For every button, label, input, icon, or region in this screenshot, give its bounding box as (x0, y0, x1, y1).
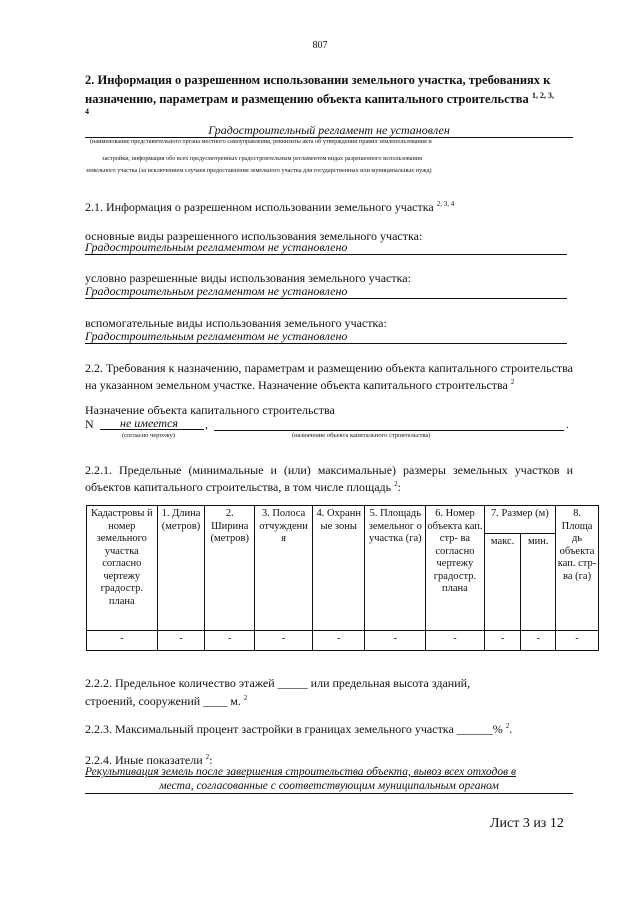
s22-text: 2.2. Требования к назначению, параметрам и размещению объекта капитального строительства на указанном земельном участке. Назначение объекта капитального строительства $^2$ (85, 361, 573, 392)
s222-line-1: 2.2.2. Предельное количество этажей _____ или предельная высота зданий, (85, 676, 471, 690)
table-cell: - (312, 631, 365, 651)
table-header: 7. Размер (м) (484, 506, 555, 534)
s21-cond-value: Градостроительным регламентом не установлено (85, 284, 567, 299)
s21-cond-label: условно разрешенные виды использования земельного участка: (85, 271, 411, 285)
table-header: 3. Полоса отчуждени я (255, 506, 313, 631)
sheet-number: Лист 3 из 12 (490, 816, 564, 831)
s224-title: 2.2.4. Иные показатели $^2$: (85, 753, 213, 767)
s22-purpose-line (214, 417, 564, 431)
s22-n-caption: (согласно чертежу) (122, 432, 175, 439)
s224-line-1: Рекультивация земель после завершения строительства объекта, вывоз всех отходов в (85, 766, 516, 778)
regulation-value: Градостроительный регламент не установлен (85, 124, 573, 138)
table-header-row (87, 506, 599, 534)
s22-n-prefix: N (85, 417, 94, 431)
s21-title: 2.1. Информация о разрешенном использовании земельного участка $^{2, 3, 4}$ (85, 200, 455, 214)
s22-period: . (566, 417, 569, 431)
table-subheader-min: мин. (521, 534, 556, 631)
table-header: 1. Длина (метров) (157, 506, 205, 631)
parameters-table (86, 505, 599, 651)
s21-main-value: Градостроительным регламентом не установлено (85, 240, 567, 255)
table-cell: - (205, 631, 255, 651)
s21-aux-label: вспомогательные виды использования земельного участка: (85, 316, 387, 330)
table-cell: - (87, 631, 158, 651)
s224-line-2: места, согласованные с соответствующим муниципальным органом (85, 779, 573, 794)
table-cell: - (484, 631, 521, 651)
s21-main-label: основные виды разрешенного использования земельного участка: (85, 229, 423, 243)
s22-n-value: не имеется (100, 417, 204, 430)
heading-line-3: 4 (85, 107, 89, 117)
table-cell: - (426, 631, 485, 651)
table-cell: - (255, 631, 313, 651)
s222-line-2: строений, сооружений ____ м. $^2$ (85, 694, 248, 708)
table-header: 4. Охранн ые зоны (312, 506, 365, 631)
s21-aux-value: Градостроительным регламентом не установлено (85, 329, 567, 344)
page-number: 807 (312, 40, 328, 51)
regulation-note-1: (наименование представительного органа местного самоуправления, реквизиты акта об утверждении правил землепользования и (90, 138, 432, 145)
s22-purpose-label: Назначение объекта капитального строительства (85, 403, 335, 417)
s221-text: 2.2.1. Предельные (минимальные и (или) максимальные) размеры земельных участков и объектов капитального строительства, в том числе площадь $^2$: (85, 463, 573, 494)
regulation-note-2: застройки, информация обо всех предусмотренных градостроительным регламентом видах разрешенного использования (102, 155, 422, 162)
section-heading (85, 73, 575, 116)
table-subheader-max: макс. (484, 534, 521, 631)
s223-text: 2.2.3. Максимальный процент застройки в границах земельного участка ______% $^2$. (85, 722, 513, 736)
regulation-note-3: земельного участка (за исключением случаев предоставления земельного участка для государственных или муниципальных нужд) (86, 167, 432, 174)
table-header: 6. Номер объекта кап. стр- ва согласно чертежу градостр. плана (426, 506, 485, 631)
s22-purpose-caption: (назначение объекта капитального строительства) (292, 432, 431, 439)
table-cell: - (157, 631, 205, 651)
s22-comma: , (205, 417, 208, 431)
table-header: 2. Ширина (метров) (205, 506, 255, 631)
table-cell: - (365, 631, 426, 651)
table-cell: - (521, 631, 556, 651)
table-header: 8. Площа дь объекта кап. стр-ва (га) (556, 506, 599, 631)
table-header: 5. Площадь земельног о участка (га) (365, 506, 426, 631)
table-cell: - (556, 631, 599, 651)
table-row (87, 631, 599, 651)
heading-line-2: назначению, параметрам и размещению объекта капитального строительства $^{1, 2, 3,}$ (85, 91, 554, 107)
heading-line-1: 2. Информация о разрешенном использовании земельного участка, требованиях к (85, 73, 551, 87)
table-header: Кадастровы й номер земельного участка согласно чертежу градостр. плана (87, 506, 158, 631)
